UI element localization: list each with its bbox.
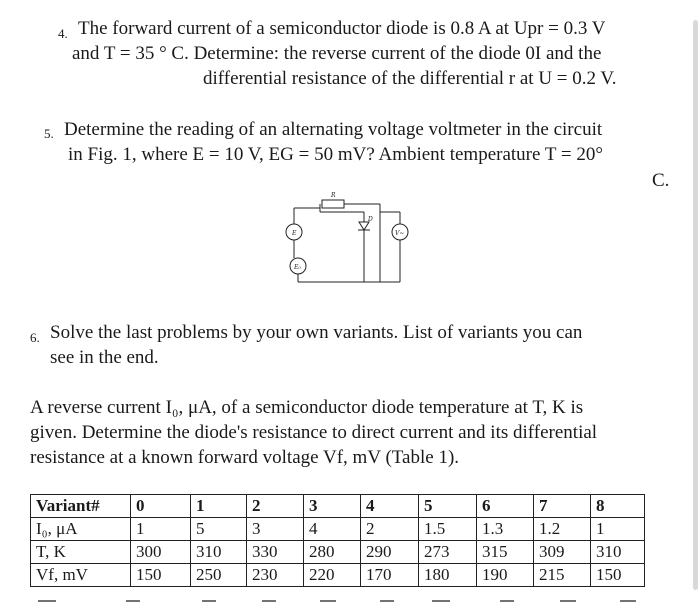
voltmeter-label: V~ [395,230,405,237]
table-cell: 4 [304,518,361,541]
table-cell: 170 [361,564,419,587]
table-cell: 180 [419,564,477,587]
table-cell: 150 [591,564,645,587]
problem-6-line-2: see in the end. [50,347,159,368]
problem-4-number: 4. [58,26,68,41]
table-cell: I₀, μA [31,518,131,541]
table-header-cell: 8 [591,495,645,518]
table-cell: 1 [591,518,645,541]
table-header-cell: 0 [131,495,191,518]
table-cell: 280 [304,541,361,564]
problem-5-line-1: Determine the reading of an alternating voltage voltmeter in the circuit [64,119,603,140]
table-header-row [31,495,645,518]
source-e-label: E [292,230,297,237]
problem-5-line-2: in Fig. 1, where E = 10 V, EG = 50 mV? Ambient temperature T = 20° [68,144,603,165]
table-cell: 250 [191,564,247,587]
table-cell: 1.3 [477,518,534,541]
table-header-cell: 5 [419,495,477,518]
circuit-diagram [280,190,420,290]
table-cell: 3 [247,518,304,541]
table-cell: 1.2 [534,518,591,541]
table-cell: 190 [477,564,534,587]
cropped-row-edge [30,592,670,602]
table-cell: 310 [191,541,247,564]
table-cell: 330 [247,541,304,564]
table-cell: 315 [477,541,534,564]
scrollbar[interactable] [693,20,698,590]
table-cell: 309 [534,541,591,564]
table-cell: 220 [304,564,361,587]
table-cell: 310 [591,541,645,564]
table-cell: 230 [247,564,304,587]
table-header-cell: 1 [191,495,247,518]
variants-table [30,494,645,587]
intro-line-3: resistance at a known forward voltage Vf, mV (Table 1). [30,447,460,468]
table-header-cell: 6 [477,495,534,518]
table-header-cell: 4 [361,495,419,518]
table-cell: 2 [361,518,419,541]
table-cell: T, K [31,541,131,564]
diode-label: D [368,216,373,223]
table-row [31,564,645,587]
table-cell: 290 [361,541,419,564]
problem-6-number: 6. [30,330,40,345]
problem-5-number: 5. [44,126,54,141]
problem-4-line-2: and T = 35 ° C. Determine: the reverse current of the diode 0I and the [72,43,602,64]
intro-line-2: given. Determine the diode's resistance to direct current and its differential [30,422,598,443]
problem-4-line-1: The forward current of a semiconductor diode is 0.8 A at Upr = 0.3 V [78,18,606,39]
problem-4-line-3: differential resistance of the differential r at U = 0.2 V. [203,68,617,89]
table-cell: 300 [131,541,191,564]
diode-symbol [359,222,369,230]
resistor-symbol [322,200,344,208]
resistor-label: R [331,192,336,199]
table-header-cell: 3 [304,495,361,518]
table-cell: 1 [131,518,191,541]
intro-line-1: A reverse current I₀, μA, of a semiconductor diode temperature at T, K is [30,397,584,418]
table-header-cell: 7 [534,495,591,518]
table-cell: 5 [191,518,247,541]
table-header-cell: 2 [247,495,304,518]
source-eg-label: E₀ [294,264,301,271]
problem-6-line-1: Solve the last problems by your own variants. List of variants you can [50,322,583,343]
cropped-row-marks [30,595,670,602]
table-row [31,518,645,541]
table-cell: 273 [419,541,477,564]
table-header-cell: Variant# [31,495,131,518]
table-cell: 1.5 [419,518,477,541]
table-cell: 150 [131,564,191,587]
table-cell: 215 [534,564,591,587]
table-cell: Vf, mV [31,564,131,587]
table-row [31,541,645,564]
problem-5-line-3: C. [652,170,670,191]
